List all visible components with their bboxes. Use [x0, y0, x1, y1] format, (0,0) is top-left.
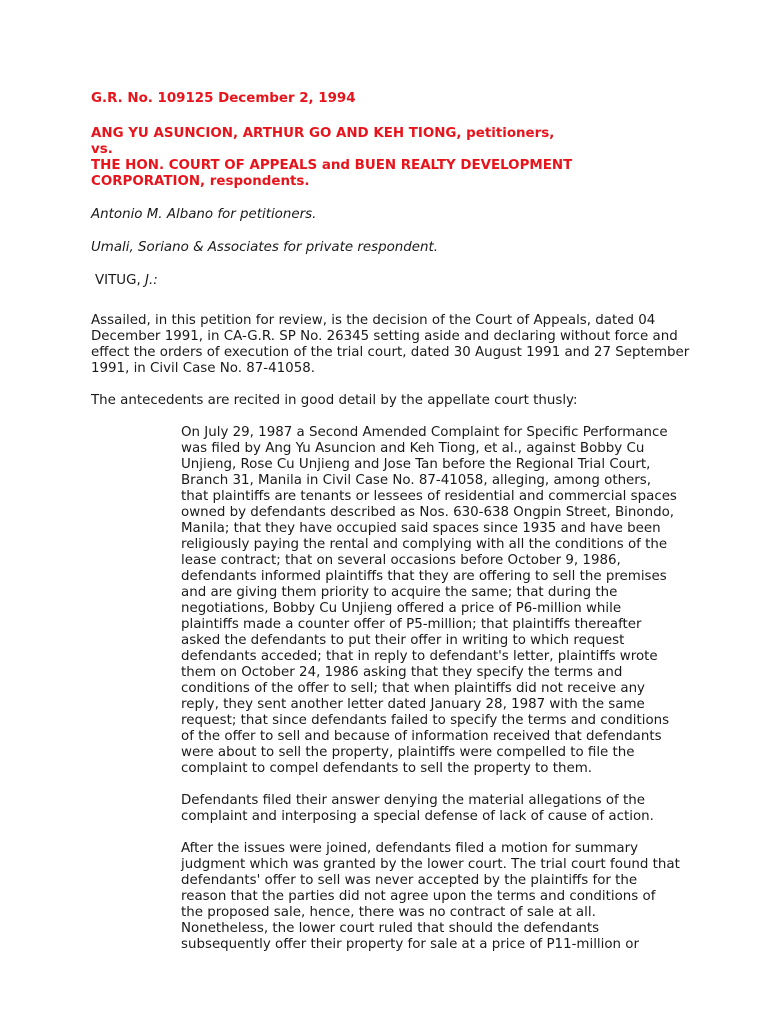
versus-line: vs.: [91, 142, 113, 157]
ponente: [91, 273, 691, 289]
ponente-name: VITUG,: [95, 273, 141, 288]
counsel-respondent: Umali, Soriano & Associates for private respondent.: [91, 240, 438, 255]
quoted-paragraph-3: After the issues were joined, defendants filed a motion for summary judgment which was granted by the lower court. The trial court found that defendants' offer to sell was never accepted by the plaintiffs for the reason that the parties did not agree upon the terms and conditions of the proposed sale, hence, there was no contract of sale at all. Nonetheless, the lower court ruled that should the defendants subsequently offer their property for sale at a price of P11-million or: [181, 841, 680, 952]
document-content: [91, 91, 691, 969]
case-parties: [91, 126, 691, 190]
respondents-line-2: CORPORATION, respondents.: [91, 174, 310, 189]
quoted-paragraph-2: Defendants filed their answer denying the material allegations of the complaint and interposing a special defense of lack of cause of action.: [181, 793, 654, 824]
counsel-petitioners: Antonio M. Albano for petitioners.: [91, 207, 317, 222]
respondents-line-1: THE HON. COURT OF APPEALS and BUEN REALTY DEVELOPMENT: [91, 158, 573, 173]
quoted-paragraph-1: On July 29, 1987 a Second Amended Complaint for Specific Performance was filed by Ang Yu Asuncion and Keh Tiong, et al., against Bobby Cu Unjieng, Rose Cu Unjieng and Jose Tan before the Regional Trial Court, Branch 31, Manila in Civil Case No. 87-41058, alleging, among others, that plaintiffs are tenants or lessees of residential and commercial spaces owned by defendants described as Nos. 630-638 Ongpin Street, Binondo, Manila; that they have occupied said spaces since 1935 and have been religiously paying the rental and complying with all the conditions of the lease contract; that on several occasions before October 9, 1986, defendants informed plaintiffs that they are offering to sell the premises and are giving them priority to acquire the same; that during the negotiations, Bobby Cu Unjieng offered a price of P6-million while plaintiffs made a counter offer of P5-million; that plaintiffs thereafter asked the defendants to put their offer in writing to which request defendants acceded; that in reply to defendant's letter, plaintiffs wrote them on October 24, 1986 asking that they specify the terms and conditions of the offer to sell; that when plaintiffs did not receive any reply, they sent another letter dated January 28, 1987 with the same request; that since defendants failed to specify the terms and conditions of the offer to sell and because of information received that defendants were about to sell the property, plaintiffs were compelled to file the complaint to compel defendants to sell the property to them.: [181, 425, 677, 776]
case-number: G.R. No. 109125 December 2, 1994: [91, 91, 356, 106]
body-paragraph-1: Assailed, in this petition for review, is the decision of the Court of Appeals, dated 04 December 1991, in CA-G.R. SP No. 26345 setting aside and declaring without force and effect the orders of execution of the trial court, dated 30 August 1991 and 27 September 1991, in Civil Case No. 87-41058.: [91, 313, 690, 376]
ponente-title: J.:: [145, 273, 158, 288]
petitioners-line: ANG YU ASUNCION, ARTHUR GO AND KEH TIONG, petitioners,: [91, 126, 555, 141]
body-paragraph-2: The antecedents are recited in good detail by the appellate court thusly:: [91, 393, 578, 408]
